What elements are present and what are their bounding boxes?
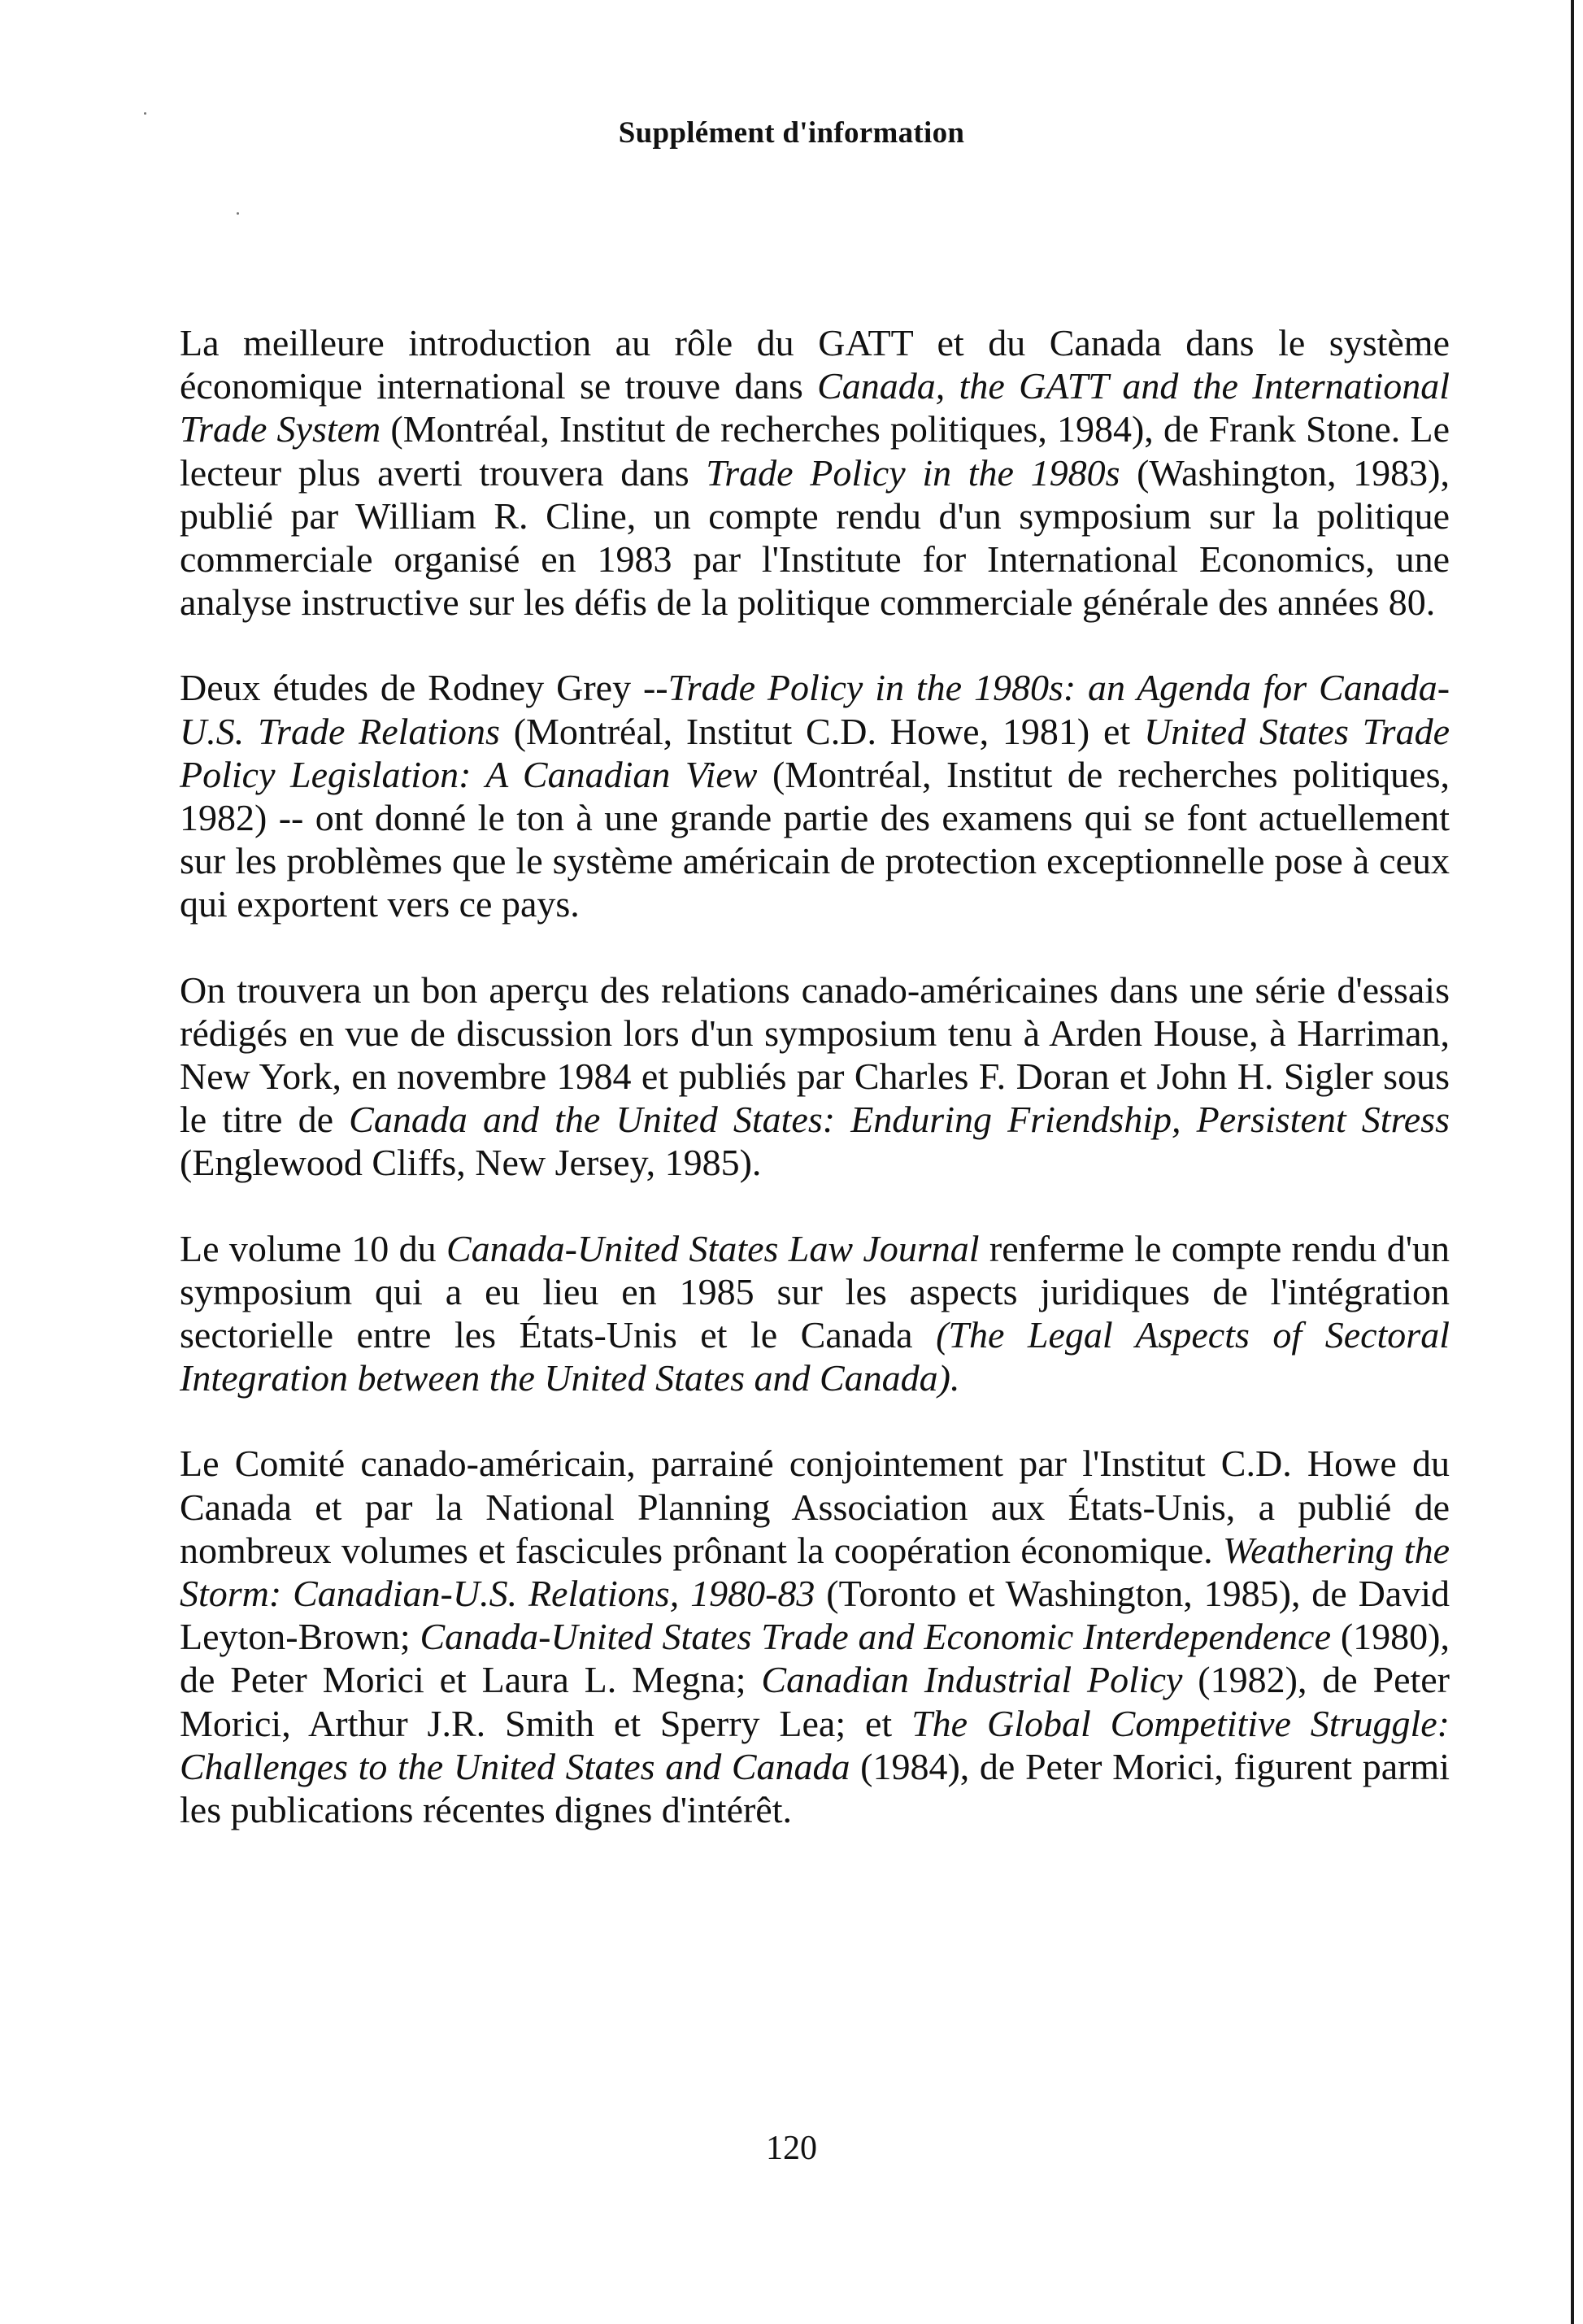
book-title: Canada-United States Law Journal xyxy=(446,1227,980,1269)
text-run: (Washington, 1983), publié par William R. Cline, un compte rendu d'un symposium sur la politique commerciale organisé en 1983 par l'Institute for International Economics, une analyse instructive sur les défis de la politique commerciale générale des années 80. xyxy=(180,451,1450,624)
scan-speck xyxy=(237,212,239,215)
paragraph xyxy=(180,968,1450,1185)
body-text xyxy=(180,321,1450,1874)
text-run: (1984), de Peter Morici, figurent parmi les publications récentes dignes d'intérêt. xyxy=(180,1745,1450,1831)
book-title: Weathering the Storm: Canadian-U.S. Relations, 1980-83 xyxy=(180,1529,1450,1615)
book-title: Trade Policy in the 1980s: an Agenda for Canada-U.S. Trade Relations xyxy=(180,667,1450,752)
book-title: Canada-United States Trade and Economic Interdependence xyxy=(420,1616,1331,1658)
page-number: 120 xyxy=(766,2130,817,2167)
text-run: Le Comité canado-américain, parrainé conjointement par l'Institut C.D. Howe du Canada et par la National Planning Association aux États-Unis, a publié de nombreux volumes et fascicules prônant la coopération économique. xyxy=(180,1443,1450,1571)
paragraph xyxy=(180,666,1450,925)
book-title: Trade Policy in the 1980s xyxy=(706,451,1120,494)
book-title: The Global Competitive Struggle: Challenges to the United States and Canada xyxy=(180,1702,1450,1787)
book-title: Canadian Industrial Policy xyxy=(761,1659,1183,1701)
text-run: (Montréal, Institut de recherches politiques, 1984), de Frank Stone. Le lecteur plus averti trouvera dans xyxy=(180,408,1450,494)
page-edge-border xyxy=(1571,0,1574,2324)
text-run: (Montréal, Institut C.D. Howe, 1981) et xyxy=(499,710,1144,752)
text-run: (Montréal, Institut de recherches politiques, 1982) -- ont donné le ton à une grande partie des examens qui se font actuellement sur les problèmes que le système américain de protection exceptionnelle pose à ceux qui exportent vers ce pays. xyxy=(180,753,1450,925)
text-run: La meilleure introduction au rôle du GATT et du Canada dans le système économique international se trouve dans xyxy=(180,322,1450,407)
text-run: On trouvera un bon aperçu des relations canado-américaines dans une série d'essais rédigés en vue de discussion lors d'un symposium tenu à Arden House, à Harriman, New York, en novembre 1984 et publiés par Charles F. Doran et John H. Sigler sous le titre de xyxy=(180,968,1450,1141)
text-run: Le volume 10 du xyxy=(180,1227,446,1269)
text-run: (Englewood Cliffs, New Jersey, 1985). xyxy=(180,1142,762,1184)
text-run: (1982), de Peter Morici, Arthur J.R. Smith et Sperry Lea; et xyxy=(180,1659,1450,1744)
text-run: (Toronto et Washington, 1985), de David Leyton-Brown; xyxy=(180,1573,1450,1658)
paragraph xyxy=(180,321,1450,624)
text-run: renferme le compte rendu d'un symposium qui a eu lieu en 1985 sur les aspects juridiques de l'intégration sectorielle entre les États-Unis et le Canada xyxy=(180,1227,1450,1356)
paragraph xyxy=(180,1227,1450,1400)
scan-speck xyxy=(144,112,146,115)
book-title: (The Legal Aspects of Sectoral Integration between the United States and Canada). xyxy=(180,1314,1450,1399)
book-title: Canada, the GATT and the International Trade System xyxy=(180,365,1450,450)
text-run: Deux études de Rodney Grey -- xyxy=(180,667,668,709)
book-title: Canada and the United States: Enduring Friendship, Persistent Stress xyxy=(349,1099,1450,1141)
running-header: Supplément d'information xyxy=(618,116,965,150)
book-title: United States Trade Policy Legislation: A Canadian View xyxy=(180,710,1450,795)
text-run: (1980), de Peter Morici et Laura L. Megna; xyxy=(180,1616,1450,1701)
paragraph xyxy=(180,1442,1450,1831)
